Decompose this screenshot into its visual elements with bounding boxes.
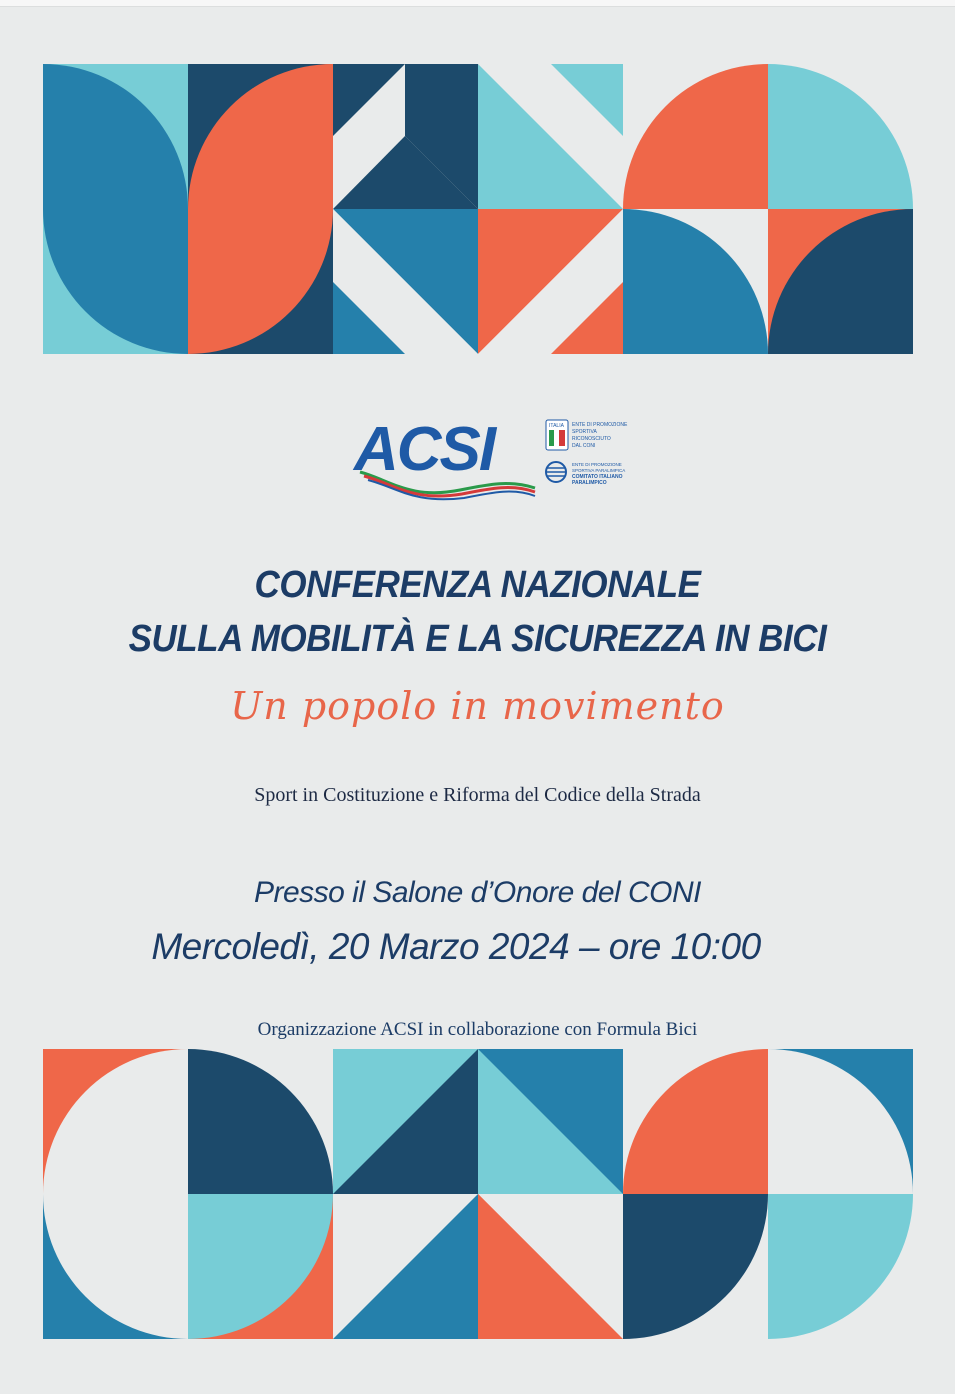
svg-text:ACSI: ACSI bbox=[354, 415, 495, 484]
svg-text:SPORTIVA PARALIMPICA: SPORTIVA PARALIMPICA bbox=[572, 468, 626, 473]
acsi-logo bbox=[350, 410, 640, 510]
svg-text:RICONOSCIUTO: RICONOSCIUTO bbox=[572, 436, 611, 442]
svg-text:COMITATO ITALIANO: COMITATO ITALIANO bbox=[572, 474, 623, 480]
svg-text:PARALIMPICO: PARALIMPICO bbox=[572, 480, 607, 486]
title-line-1: CONFERENZA NAZIONALE bbox=[254, 564, 701, 606]
tagline: Un popolo in movimento bbox=[230, 684, 725, 728]
top-border bbox=[0, 0, 955, 7]
title-line-2: SULLA MOBILITÀ E LA SICUREZZA IN BICI bbox=[128, 618, 827, 660]
svg-text:SPORTIVA: SPORTIVA bbox=[572, 429, 597, 435]
svg-text:ENTE DI PROMOZIONE: ENTE DI PROMOZIONE bbox=[572, 422, 628, 428]
svg-text:ENTE DI PROMOZIONE: ENTE DI PROMOZIONE bbox=[572, 462, 622, 467]
event-datetime: Mercoledì, 20 Marzo 2024 – ore 10:00 bbox=[151, 926, 761, 967]
svg-text:ITALIA: ITALIA bbox=[549, 423, 564, 429]
svg-text:DAL CONI: DAL CONI bbox=[572, 443, 596, 449]
venue: Presso il Salone d’Onore del CONI bbox=[253, 876, 702, 909]
geometric-pattern-top bbox=[43, 64, 913, 354]
geometric-pattern-bottom bbox=[43, 1049, 913, 1339]
organization-credit: Organizzazione ACSI in collaborazione con Formula Bici bbox=[257, 1019, 698, 1040]
subtitle: Sport in Costituzione e Riforma del Codice della Strada bbox=[254, 784, 701, 806]
